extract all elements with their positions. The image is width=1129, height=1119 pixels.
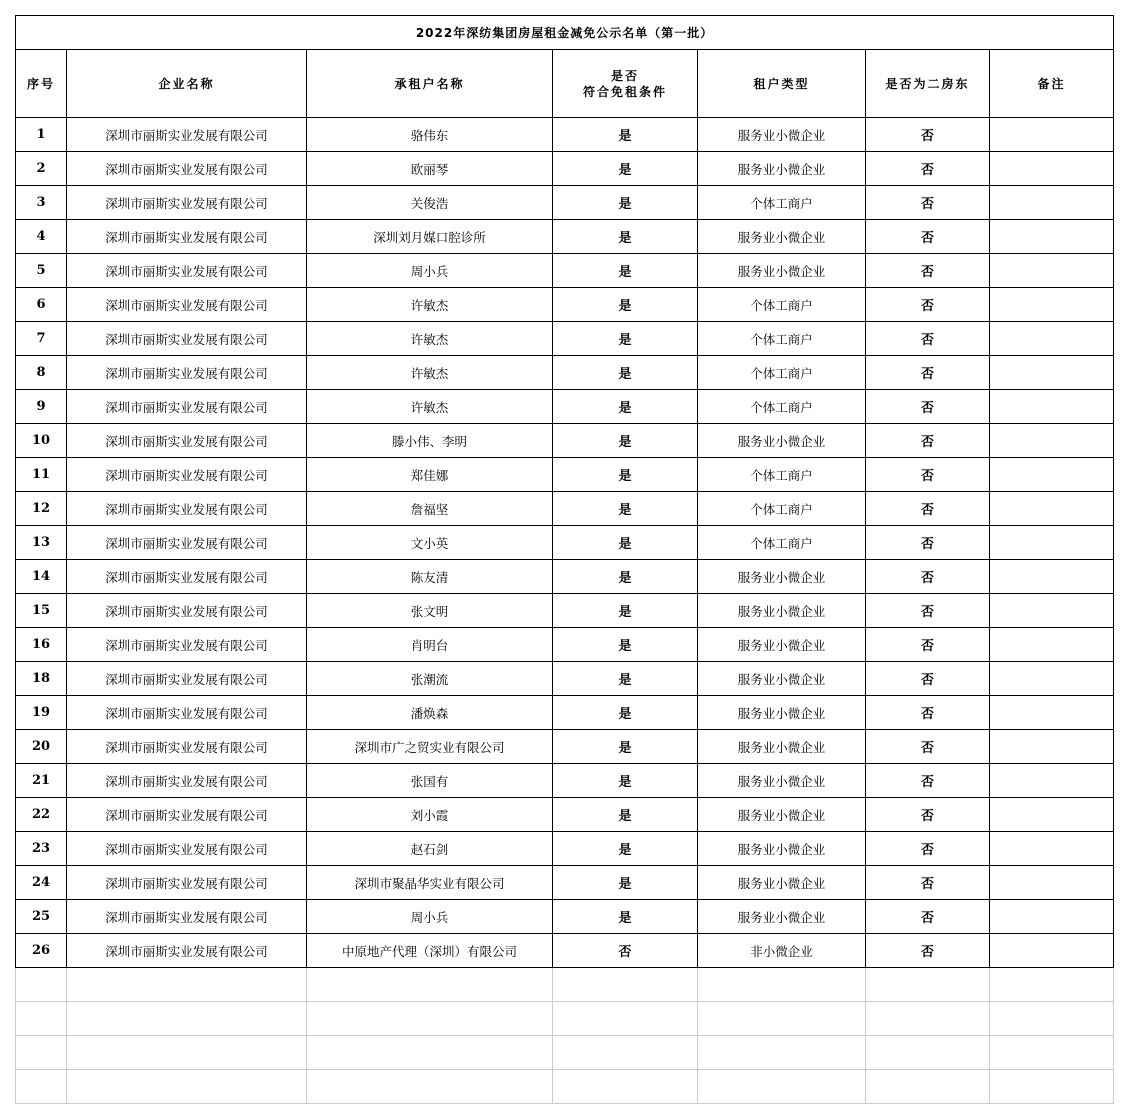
cell-type: 服务业小微企业 bbox=[698, 832, 866, 866]
cell-tenant: 深圳市聚晶华实业有限公司 bbox=[307, 866, 553, 900]
cell-eligible: 是 bbox=[553, 900, 698, 934]
empty-cell bbox=[553, 968, 698, 1002]
cell-type: 个体工商户 bbox=[698, 390, 866, 424]
cell-company: 深圳市丽斯实业发展有限公司 bbox=[67, 458, 307, 492]
cell-company: 深圳市丽斯实业发展有限公司 bbox=[67, 220, 307, 254]
empty-cell bbox=[307, 1070, 553, 1104]
cell-company: 深圳市丽斯实业发展有限公司 bbox=[67, 526, 307, 560]
cell-tenant: 许敏杰 bbox=[307, 356, 553, 390]
cell-sublandlord: 否 bbox=[866, 628, 990, 662]
cell-sublandlord: 否 bbox=[866, 934, 990, 968]
cell-sublandlord: 否 bbox=[866, 526, 990, 560]
cell-eligible: 是 bbox=[553, 628, 698, 662]
table-row bbox=[16, 798, 1114, 832]
cell-type: 服务业小微企业 bbox=[698, 764, 866, 798]
cell-type: 非小微企业 bbox=[698, 934, 866, 968]
cell-eligible: 是 bbox=[553, 390, 698, 424]
empty-cell bbox=[698, 968, 866, 1002]
cell-tenant: 许敏杰 bbox=[307, 390, 553, 424]
cell-eligible: 是 bbox=[553, 832, 698, 866]
cell-sublandlord: 否 bbox=[866, 492, 990, 526]
empty-cell bbox=[698, 1036, 866, 1070]
cell-sublandlord: 否 bbox=[866, 458, 990, 492]
table-title: 2022年深纺集团房屋租金减免公示名单（第一批） bbox=[16, 16, 1114, 50]
cell-tenant: 张国有 bbox=[307, 764, 553, 798]
table-row bbox=[16, 424, 1114, 458]
cell-sublandlord: 否 bbox=[866, 356, 990, 390]
cell-sublandlord: 否 bbox=[866, 798, 990, 832]
cell-company: 深圳市丽斯实业发展有限公司 bbox=[67, 696, 307, 730]
cell-sublandlord: 否 bbox=[866, 118, 990, 152]
cell-eligible: 是 bbox=[553, 118, 698, 152]
empty-grid bbox=[16, 968, 1114, 1104]
cell-remarks bbox=[990, 764, 1114, 798]
cell-tenant: 刘小霞 bbox=[307, 798, 553, 832]
cell-type: 服务业小微企业 bbox=[698, 220, 866, 254]
cell-type: 服务业小微企业 bbox=[698, 424, 866, 458]
cell-remarks bbox=[990, 662, 1114, 696]
table-row bbox=[16, 458, 1114, 492]
cell-remarks bbox=[990, 594, 1114, 628]
cell-remarks bbox=[990, 866, 1114, 900]
cell-remarks bbox=[990, 424, 1114, 458]
table-row bbox=[16, 152, 1114, 186]
cell-remarks bbox=[990, 322, 1114, 356]
cell-remarks bbox=[990, 628, 1114, 662]
cell-tenant: 张文明 bbox=[307, 594, 553, 628]
cell-type: 个体工商户 bbox=[698, 186, 866, 220]
empty-row bbox=[16, 1070, 1114, 1104]
cell-eligible: 否 bbox=[553, 934, 698, 968]
empty-cell bbox=[866, 1070, 990, 1104]
cell-sublandlord: 否 bbox=[866, 152, 990, 186]
cell-tenant: 文小英 bbox=[307, 526, 553, 560]
header-seq: 序号 bbox=[16, 50, 67, 118]
rent-reduction-table bbox=[15, 15, 1114, 1104]
cell-eligible: 是 bbox=[553, 594, 698, 628]
cell-remarks bbox=[990, 526, 1114, 560]
empty-cell bbox=[866, 968, 990, 1002]
cell-type: 服务业小微企业 bbox=[698, 152, 866, 186]
cell-company: 深圳市丽斯实业发展有限公司 bbox=[67, 900, 307, 934]
empty-cell bbox=[67, 1070, 307, 1104]
cell-tenant: 许敏杰 bbox=[307, 288, 553, 322]
cell-company: 深圳市丽斯实业发展有限公司 bbox=[67, 390, 307, 424]
table-row bbox=[16, 628, 1114, 662]
empty-cell bbox=[866, 1036, 990, 1070]
cell-tenant: 潘焕森 bbox=[307, 696, 553, 730]
cell-tenant: 周小兵 bbox=[307, 254, 553, 288]
cell-company: 深圳市丽斯实业发展有限公司 bbox=[67, 424, 307, 458]
cell-company: 深圳市丽斯实业发展有限公司 bbox=[67, 662, 307, 696]
table-row bbox=[16, 186, 1114, 220]
cell-type: 个体工商户 bbox=[698, 458, 866, 492]
cell-sublandlord: 否 bbox=[866, 254, 990, 288]
empty-cell bbox=[67, 1036, 307, 1070]
cell-eligible: 是 bbox=[553, 798, 698, 832]
cell-seq: 4 bbox=[16, 220, 67, 254]
cell-company: 深圳市丽斯实业发展有限公司 bbox=[67, 492, 307, 526]
cell-remarks bbox=[990, 934, 1114, 968]
cell-tenant: 欧丽琴 bbox=[307, 152, 553, 186]
empty-cell bbox=[16, 1070, 67, 1104]
empty-cell bbox=[553, 1070, 698, 1104]
cell-type: 个体工商户 bbox=[698, 492, 866, 526]
cell-eligible: 是 bbox=[553, 220, 698, 254]
cell-remarks bbox=[990, 832, 1114, 866]
table-body bbox=[16, 16, 1114, 968]
cell-company: 深圳市丽斯实业发展有限公司 bbox=[67, 356, 307, 390]
cell-eligible: 是 bbox=[553, 424, 698, 458]
empty-cell bbox=[866, 1002, 990, 1036]
table-row bbox=[16, 662, 1114, 696]
header-sublandlord: 是否为二房东 bbox=[866, 50, 990, 118]
cell-tenant: 赵石剑 bbox=[307, 832, 553, 866]
cell-seq: 22 bbox=[16, 798, 67, 832]
empty-cell bbox=[990, 968, 1114, 1002]
cell-type: 个体工商户 bbox=[698, 526, 866, 560]
empty-cell bbox=[990, 1036, 1114, 1070]
cell-tenant: 陈友清 bbox=[307, 560, 553, 594]
empty-cell bbox=[990, 1002, 1114, 1036]
header-eligible bbox=[553, 50, 698, 118]
header-eligible-line1: 是否 bbox=[610, 68, 639, 83]
table-row bbox=[16, 390, 1114, 424]
cell-company: 深圳市丽斯实业发展有限公司 bbox=[67, 560, 307, 594]
cell-seq: 19 bbox=[16, 696, 67, 730]
cell-remarks bbox=[990, 696, 1114, 730]
empty-cell bbox=[16, 1036, 67, 1070]
cell-sublandlord: 否 bbox=[866, 900, 990, 934]
cell-type: 服务业小微企业 bbox=[698, 696, 866, 730]
cell-type: 服务业小微企业 bbox=[698, 594, 866, 628]
cell-eligible: 是 bbox=[553, 526, 698, 560]
header-remarks: 备注 bbox=[990, 50, 1114, 118]
empty-row bbox=[16, 1002, 1114, 1036]
cell-company: 深圳市丽斯实业发展有限公司 bbox=[67, 322, 307, 356]
cell-remarks bbox=[990, 186, 1114, 220]
cell-company: 深圳市丽斯实业发展有限公司 bbox=[67, 254, 307, 288]
cell-remarks bbox=[990, 220, 1114, 254]
table-row bbox=[16, 560, 1114, 594]
cell-type: 服务业小微企业 bbox=[698, 560, 866, 594]
cell-eligible: 是 bbox=[553, 662, 698, 696]
table-row bbox=[16, 832, 1114, 866]
cell-remarks bbox=[990, 390, 1114, 424]
cell-sublandlord: 否 bbox=[866, 424, 990, 458]
cell-remarks bbox=[990, 254, 1114, 288]
cell-tenant: 深圳市广之贸实业有限公司 bbox=[307, 730, 553, 764]
cell-seq: 6 bbox=[16, 288, 67, 322]
empty-cell bbox=[698, 1070, 866, 1104]
cell-seq: 11 bbox=[16, 458, 67, 492]
table-row bbox=[16, 220, 1114, 254]
cell-type: 个体工商户 bbox=[698, 322, 866, 356]
cell-eligible: 是 bbox=[553, 152, 698, 186]
table-row bbox=[16, 934, 1114, 968]
empty-cell bbox=[698, 1002, 866, 1036]
cell-remarks bbox=[990, 458, 1114, 492]
cell-seq: 20 bbox=[16, 730, 67, 764]
table-row bbox=[16, 730, 1114, 764]
cell-seq: 12 bbox=[16, 492, 67, 526]
cell-remarks bbox=[990, 798, 1114, 832]
empty-cell bbox=[67, 1002, 307, 1036]
cell-tenant: 关俊浩 bbox=[307, 186, 553, 220]
header-eligible-line2: 符合免租条件 bbox=[582, 84, 667, 99]
cell-seq: 1 bbox=[16, 118, 67, 152]
cell-seq: 10 bbox=[16, 424, 67, 458]
cell-company: 深圳市丽斯实业发展有限公司 bbox=[67, 866, 307, 900]
header-company: 企业名称 bbox=[67, 50, 307, 118]
table-row bbox=[16, 594, 1114, 628]
cell-eligible: 是 bbox=[553, 764, 698, 798]
cell-type: 服务业小微企业 bbox=[698, 798, 866, 832]
cell-seq: 21 bbox=[16, 764, 67, 798]
empty-cell bbox=[16, 1002, 67, 1036]
cell-company: 深圳市丽斯实业发展有限公司 bbox=[67, 152, 307, 186]
empty-cell bbox=[67, 968, 307, 1002]
cell-seq: 18 bbox=[16, 662, 67, 696]
table-row bbox=[16, 322, 1114, 356]
table-row bbox=[16, 866, 1114, 900]
cell-company: 深圳市丽斯实业发展有限公司 bbox=[67, 934, 307, 968]
cell-type: 服务业小微企业 bbox=[698, 118, 866, 152]
cell-seq: 23 bbox=[16, 832, 67, 866]
cell-sublandlord: 否 bbox=[866, 390, 990, 424]
header-row bbox=[16, 50, 1114, 118]
cell-eligible: 是 bbox=[553, 458, 698, 492]
cell-eligible: 是 bbox=[553, 696, 698, 730]
cell-tenant: 张潮流 bbox=[307, 662, 553, 696]
cell-sublandlord: 否 bbox=[866, 220, 990, 254]
cell-eligible: 是 bbox=[553, 492, 698, 526]
header-type: 租户类型 bbox=[698, 50, 866, 118]
table-row bbox=[16, 118, 1114, 152]
cell-tenant: 郑佳娜 bbox=[307, 458, 553, 492]
cell-sublandlord: 否 bbox=[866, 662, 990, 696]
cell-company: 深圳市丽斯实业发展有限公司 bbox=[67, 730, 307, 764]
cell-seq: 16 bbox=[16, 628, 67, 662]
cell-company: 深圳市丽斯实业发展有限公司 bbox=[67, 764, 307, 798]
empty-cell bbox=[16, 968, 67, 1002]
cell-seq: 5 bbox=[16, 254, 67, 288]
cell-remarks bbox=[990, 900, 1114, 934]
cell-tenant: 詹福坚 bbox=[307, 492, 553, 526]
cell-remarks bbox=[990, 118, 1114, 152]
cell-seq: 15 bbox=[16, 594, 67, 628]
cell-sublandlord: 否 bbox=[866, 832, 990, 866]
table-row bbox=[16, 254, 1114, 288]
cell-tenant: 深圳刘月媒口腔诊所 bbox=[307, 220, 553, 254]
table-row bbox=[16, 288, 1114, 322]
cell-type: 服务业小微企业 bbox=[698, 254, 866, 288]
cell-remarks bbox=[990, 288, 1114, 322]
cell-seq: 13 bbox=[16, 526, 67, 560]
cell-company: 深圳市丽斯实业发展有限公司 bbox=[67, 628, 307, 662]
empty-row bbox=[16, 968, 1114, 1002]
table-row bbox=[16, 356, 1114, 390]
cell-tenant: 肖明台 bbox=[307, 628, 553, 662]
cell-seq: 3 bbox=[16, 186, 67, 220]
cell-type: 个体工商户 bbox=[698, 288, 866, 322]
empty-row bbox=[16, 1036, 1114, 1070]
cell-seq: 9 bbox=[16, 390, 67, 424]
table-row bbox=[16, 492, 1114, 526]
cell-eligible: 是 bbox=[553, 866, 698, 900]
cell-company: 深圳市丽斯实业发展有限公司 bbox=[67, 798, 307, 832]
cell-tenant: 中原地产代理（深圳）有限公司 bbox=[307, 934, 553, 968]
cell-sublandlord: 否 bbox=[866, 560, 990, 594]
cell-type: 服务业小微企业 bbox=[698, 662, 866, 696]
cell-type: 服务业小微企业 bbox=[698, 628, 866, 662]
cell-sublandlord: 否 bbox=[866, 764, 990, 798]
cell-remarks bbox=[990, 492, 1114, 526]
cell-eligible: 是 bbox=[553, 254, 698, 288]
cell-eligible: 是 bbox=[553, 560, 698, 594]
cell-tenant: 骆伟东 bbox=[307, 118, 553, 152]
cell-remarks bbox=[990, 356, 1114, 390]
cell-company: 深圳市丽斯实业发展有限公司 bbox=[67, 594, 307, 628]
table-row bbox=[16, 764, 1114, 798]
cell-sublandlord: 否 bbox=[866, 322, 990, 356]
cell-remarks bbox=[990, 152, 1114, 186]
cell-seq: 26 bbox=[16, 934, 67, 968]
cell-eligible: 是 bbox=[553, 730, 698, 764]
empty-cell bbox=[307, 968, 553, 1002]
cell-eligible: 是 bbox=[553, 186, 698, 220]
empty-cell bbox=[990, 1070, 1114, 1104]
empty-cell bbox=[553, 1002, 698, 1036]
cell-company: 深圳市丽斯实业发展有限公司 bbox=[67, 118, 307, 152]
empty-cell bbox=[307, 1002, 553, 1036]
cell-sublandlord: 否 bbox=[866, 730, 990, 764]
cell-remarks bbox=[990, 730, 1114, 764]
cell-sublandlord: 否 bbox=[866, 866, 990, 900]
cell-eligible: 是 bbox=[553, 288, 698, 322]
cell-seq: 8 bbox=[16, 356, 67, 390]
cell-company: 深圳市丽斯实业发展有限公司 bbox=[67, 186, 307, 220]
table-row bbox=[16, 526, 1114, 560]
cell-seq: 14 bbox=[16, 560, 67, 594]
cell-tenant: 周小兵 bbox=[307, 900, 553, 934]
cell-sublandlord: 否 bbox=[866, 288, 990, 322]
cell-tenant: 许敏杰 bbox=[307, 322, 553, 356]
cell-sublandlord: 否 bbox=[866, 594, 990, 628]
header-tenant: 承租户名称 bbox=[307, 50, 553, 118]
cell-eligible: 是 bbox=[553, 356, 698, 390]
cell-seq: 7 bbox=[16, 322, 67, 356]
cell-eligible: 是 bbox=[553, 322, 698, 356]
cell-type: 服务业小微企业 bbox=[698, 900, 866, 934]
cell-type: 服务业小微企业 bbox=[698, 730, 866, 764]
cell-company: 深圳市丽斯实业发展有限公司 bbox=[67, 288, 307, 322]
cell-seq: 25 bbox=[16, 900, 67, 934]
table-row bbox=[16, 696, 1114, 730]
cell-tenant: 滕小伟、李明 bbox=[307, 424, 553, 458]
cell-type: 个体工商户 bbox=[698, 356, 866, 390]
empty-cell bbox=[553, 1036, 698, 1070]
cell-seq: 2 bbox=[16, 152, 67, 186]
table-row bbox=[16, 900, 1114, 934]
cell-type: 服务业小微企业 bbox=[698, 866, 866, 900]
empty-cell bbox=[307, 1036, 553, 1070]
cell-sublandlord: 否 bbox=[866, 696, 990, 730]
cell-remarks bbox=[990, 560, 1114, 594]
cell-company: 深圳市丽斯实业发展有限公司 bbox=[67, 832, 307, 866]
cell-sublandlord: 否 bbox=[866, 186, 990, 220]
cell-seq: 24 bbox=[16, 866, 67, 900]
